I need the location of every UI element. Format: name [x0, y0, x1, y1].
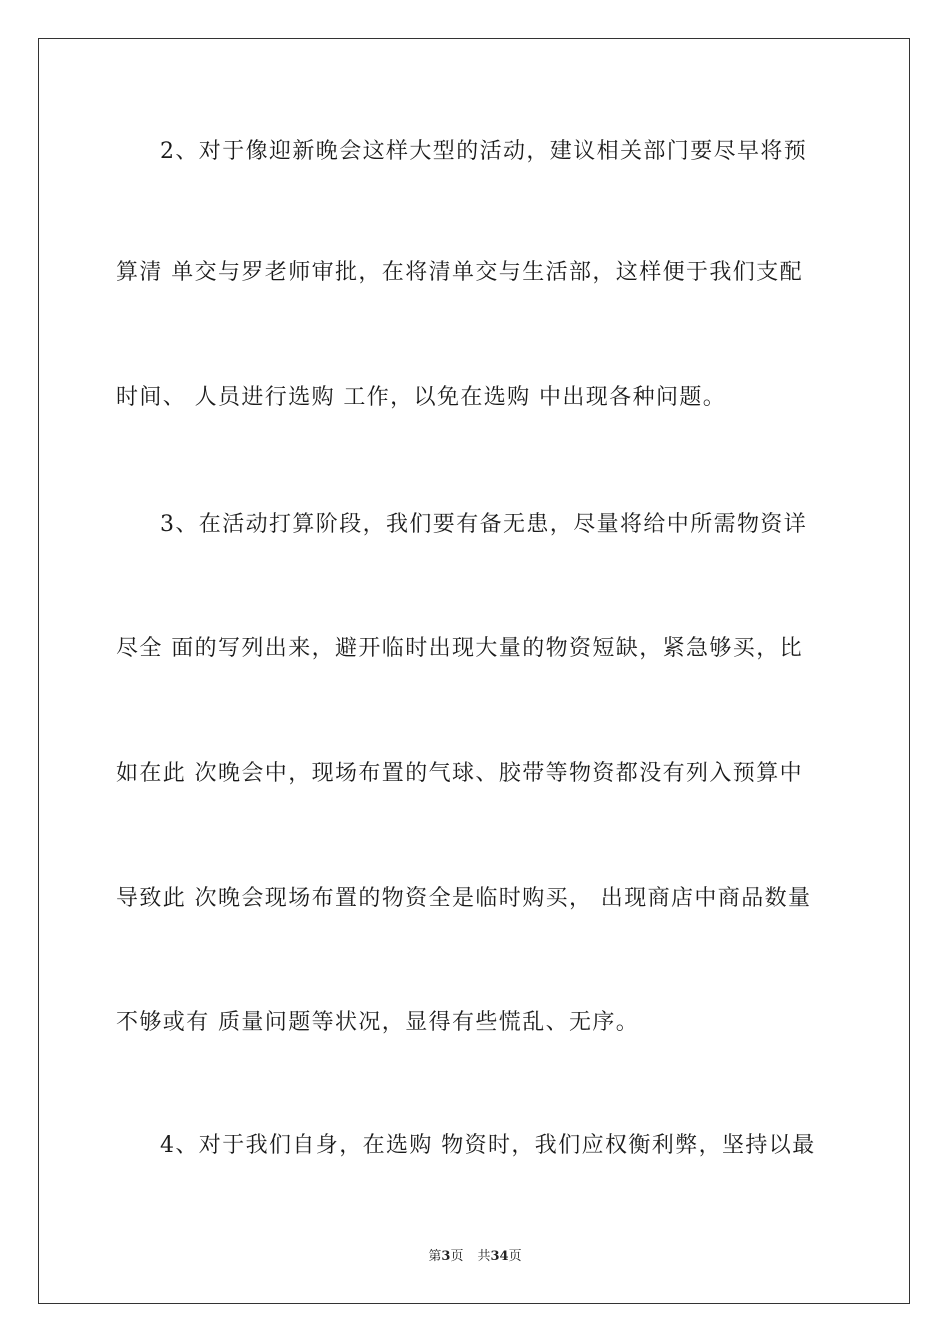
paragraph-3-line-1: 3、在活动打算阶段，我们要有备无患，尽量将给中所需物资详 — [160, 512, 808, 537]
page-footer — [0, 1248, 950, 1266]
footer-page-suffix: 页 — [450, 1249, 464, 1264]
paragraph-2-line-1: 2、对于像迎新晚会这样大型的活动，建议相关部门要尽早将预 — [160, 139, 808, 164]
footer-total-prefix: 共 — [477, 1249, 491, 1264]
paragraph-3-line-5: 不够或有 质量问题等状况，显得有些慌乱、无序。 — [116, 1010, 640, 1035]
paragraph-3-line-4: 导致此 次晚会现场布置的物资全是临时购买， 出现商店中商品数量 — [116, 886, 812, 911]
footer-page-number: 3 — [441, 1249, 451, 1264]
paragraph-4-line-1: 4、对于我们自身，在选购 物资时，我们应权衡利弊，坚持以最 — [160, 1133, 816, 1158]
paragraph-3-line-3: 如在此 次晚会中，现场布置的气球、胶带等物资都没有列入预算中 — [116, 761, 803, 786]
footer-total-pages: 34 — [490, 1249, 509, 1264]
paragraph-2-line-3: 时间、 人员进行选购 工作，以免在选购 中出现各种问题。 — [116, 385, 727, 410]
paragraph-3-line-2: 尽全 面的写列出来，避开临时出现大量的物资短缺，紧急够买，比 — [116, 636, 803, 661]
paragraph-2-line-2: 算清 单交与罗老师审批，在将清单交与生活部，这样便于我们支配 — [116, 260, 803, 285]
page-border — [38, 38, 910, 1304]
footer-page-prefix: 第 — [428, 1249, 442, 1264]
footer-total-suffix: 页 — [508, 1249, 522, 1264]
